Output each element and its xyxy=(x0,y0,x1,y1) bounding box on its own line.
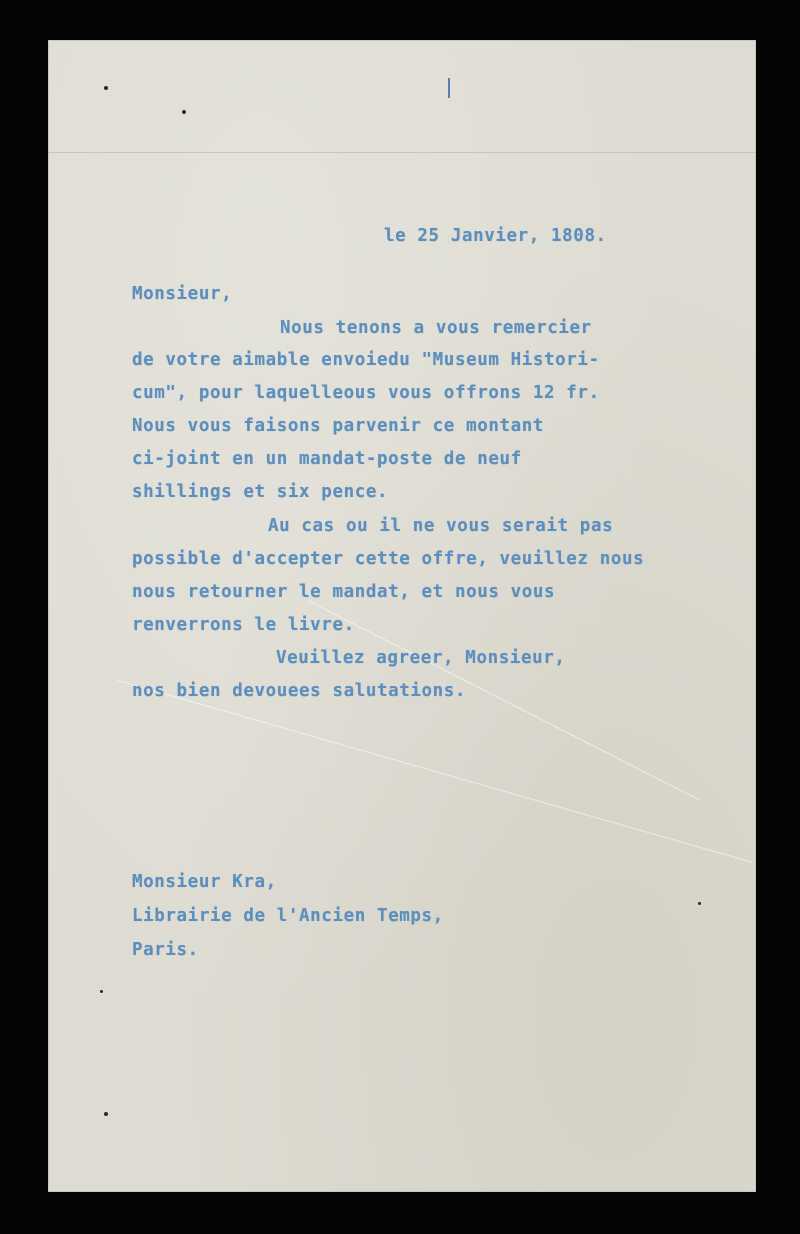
fold-line xyxy=(48,152,756,153)
body-line: shillings et six pence. xyxy=(132,482,389,502)
paper-speck xyxy=(104,1112,108,1116)
closing-line: nos bien devouees salutations. xyxy=(132,681,467,701)
paper-speck xyxy=(182,110,186,114)
paper-speck xyxy=(100,990,103,993)
ink-tick-mark xyxy=(448,78,450,98)
body-line: Nous vous faisons parvenir ce montant xyxy=(132,416,545,436)
body-line: de votre aimable envoiedu "Museum Histori- xyxy=(132,350,600,370)
letter-salutation: Monsieur, xyxy=(132,284,233,304)
letter-date: le 25 Janvier, 1808. xyxy=(384,226,607,246)
paper-crease xyxy=(118,680,753,863)
letter-sheet xyxy=(48,40,756,1192)
closing-line: Veuillez agreer, Monsieur, xyxy=(276,648,566,668)
body-line: possible d'accepter cette offre, veuillez nous xyxy=(132,549,645,569)
body-line: ci-joint en un mandat-poste de neuf xyxy=(132,449,522,469)
body-line: Au cas ou il ne vous serait pas xyxy=(268,516,614,536)
body-line: Nous tenons a vous remercier xyxy=(280,318,592,338)
body-line: nous retourner le mandat, et nous vous xyxy=(132,582,556,602)
recipient-name: Monsieur Kra, xyxy=(132,872,277,892)
recipient-city: Paris. xyxy=(132,940,199,960)
body-line: cum", pour laquelleous vous offrons 12 fr. xyxy=(132,383,600,403)
body-line: renverrons le livre. xyxy=(132,615,355,635)
paper-speck xyxy=(104,86,108,90)
recipient-business: Librairie de l'Ancien Temps, xyxy=(132,906,444,926)
paper-speck xyxy=(698,902,701,905)
